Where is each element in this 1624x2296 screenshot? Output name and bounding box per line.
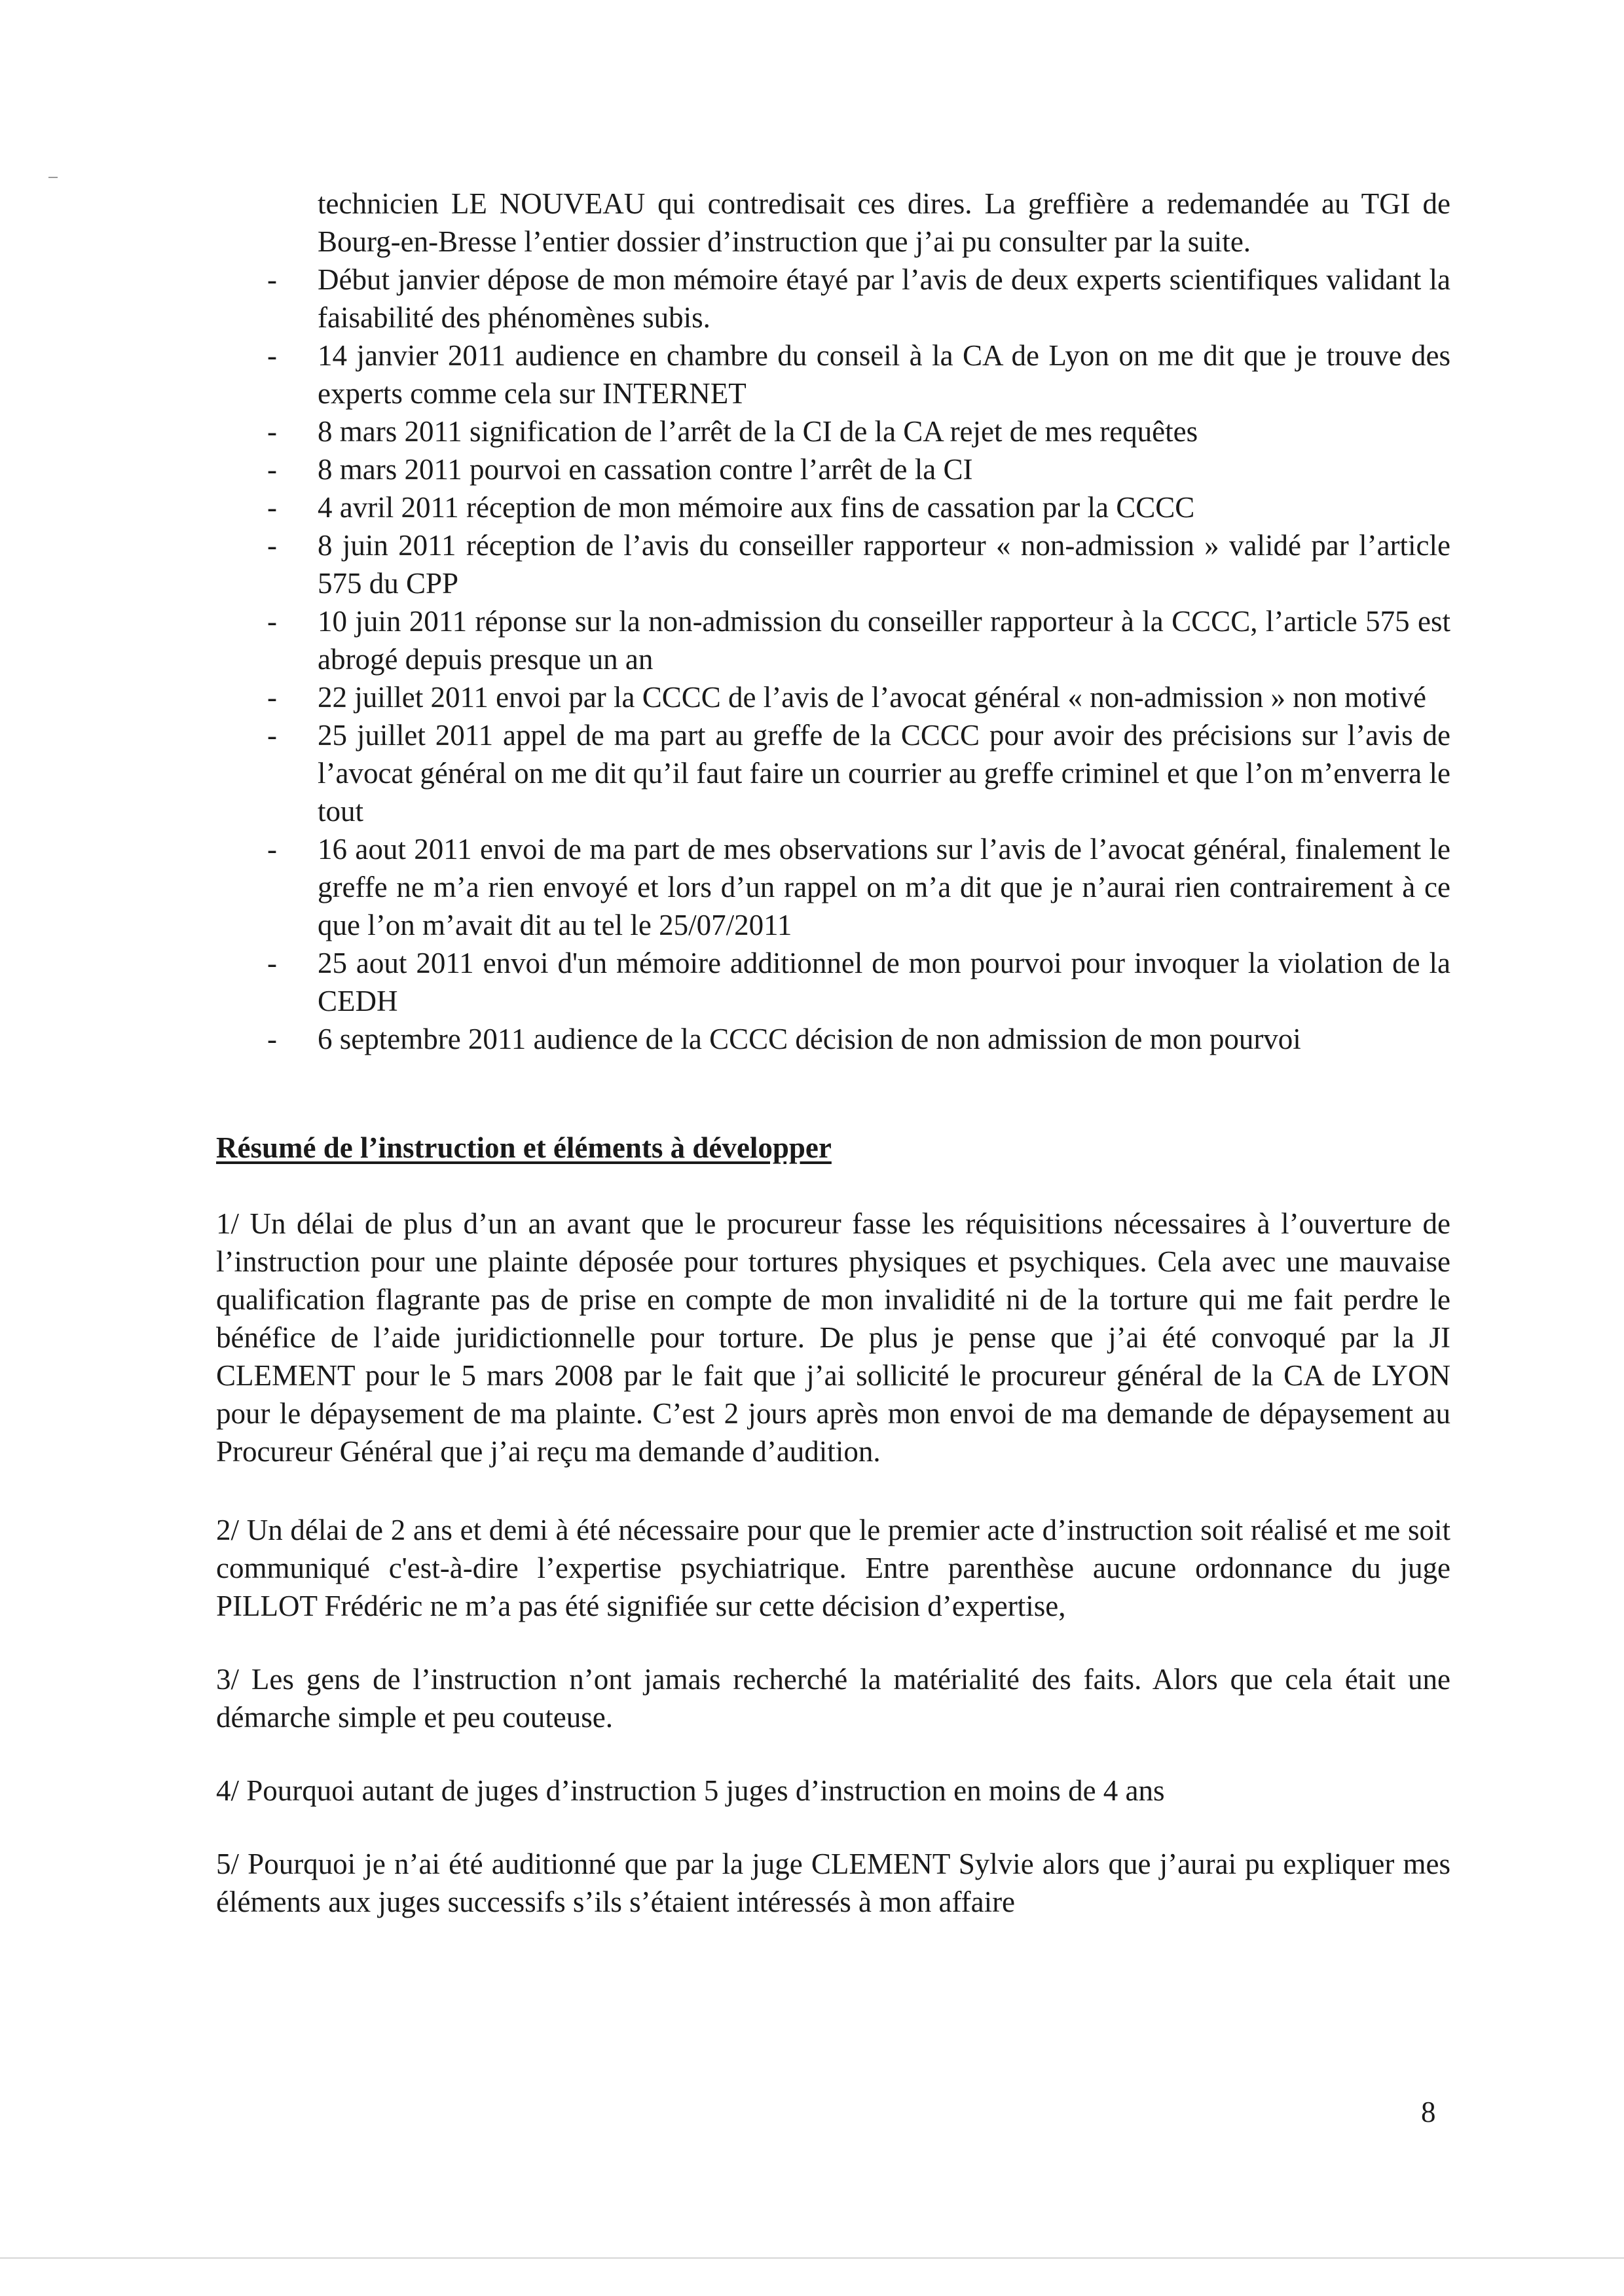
- bullet-dash: -: [267, 681, 277, 714]
- timeline-item-text: 22 juillet 2011 envoi par la CCCC de l’avis de l’avocat général « non-admission » non motivé: [318, 681, 1426, 714]
- bullet-dash: -: [267, 453, 277, 486]
- timeline-item: [216, 412, 1450, 450]
- numbered-paragraph: 5/ Pourquoi je n’ai été auditionné que par la juge CLEMENT Sylvie alors que j’aurai pu expliquer mes éléments aux juges successifs s’ils s’étaient intéressés à mon affaire: [216, 1848, 1450, 1918]
- bullet-dash: -: [267, 339, 277, 372]
- timeline-item-text: 10 juin 2011 réponse sur la non-admission du conseiller rapporteur à la CCCC, l’article 575 est abrogé depuis presque un an: [318, 605, 1450, 676]
- timeline-item-text: 8 mars 2011 signification de l’arrêt de la CI de la CA rejet de mes requêtes: [318, 415, 1198, 448]
- bullet-dash: -: [267, 529, 277, 562]
- page-content: [216, 185, 1450, 1921]
- page-number: 8: [1421, 2096, 1436, 2128]
- timeline-item: [216, 830, 1450, 944]
- numbered-paragraph: 4/ Pourquoi autant de juges d’instruction 5 juges d’instruction en moins de 4 ans: [216, 1774, 1165, 1807]
- timeline-item: [216, 488, 1450, 526]
- bullet-dash: -: [267, 605, 277, 638]
- scan-artifact-mark: [48, 177, 58, 178]
- timeline-item-text: 25 aout 2011 envoi d'un mémoire additionnel de mon pourvoi pour invoquer la violation de la CEDH: [318, 947, 1450, 1017]
- bullet-dash: -: [267, 415, 277, 448]
- timeline-item: [216, 450, 1450, 488]
- bullet-dash: -: [267, 947, 277, 979]
- timeline-item-text: 14 janvier 2011 audience en chambre du conseil à la CA de Lyon on me dit que je trouve des experts comme cela sur INTERNET: [318, 339, 1450, 410]
- bullet-dash: -: [267, 263, 277, 296]
- timeline-item: [216, 678, 1450, 716]
- timeline-list: [216, 261, 1450, 1058]
- timeline-item: [216, 716, 1450, 830]
- timeline-item-text: 4 avril 2011 réception de mon mémoire aux fins de cassation par la CCCC: [318, 491, 1195, 524]
- numbered-paragraph: 3/ Les gens de l’instruction n’ont jamais recherché la matérialité des faits. Alors que cela était une démarche simple et peu couteuse.: [216, 1663, 1450, 1734]
- timeline-item: [216, 602, 1450, 678]
- numbered-paragraph: 1/ Un délai de plus d’un an avant que le procureur fasse les réquisitions nécessaires à l’ouverture de l’instruction pour une plainte déposée pour tortures physiques et psychiques. Cela avec une mauvaise qualification flagrante pas de prise en compte de mon invalidité ni de la torture qui me fait perdre le bénéfice de l’aide juridictionnelle pour torture. De plus je pense que j’ai été convoqué par la JI CLEMENT pour le 5 mars 2008 par le fait que j’ai sollicité le procureur général de la CA de LYON pour le dépaysement de ma plainte. C’est 2 jours après mon envoi de ma demande de dépaysement au Procureur Général que j’ai reçu ma demande d’audition.: [216, 1207, 1450, 1468]
- bullet-dash: -: [267, 833, 277, 866]
- bullet-dash: -: [267, 1023, 277, 1055]
- bullet-dash: -: [267, 719, 277, 752]
- numbered-paragraph: 2/ Un délai de 2 ans et demi à été nécessaire pour que le premier acte d’instruction soit réalisé et me soit communiqué c'est-à-dire l’expertise psychiatrique. Entre parenthèse aucune ordonnance du juge PILLOT Frédéric ne m’a pas été signifiée sur cette décision d’expertise,: [216, 1514, 1450, 1622]
- timeline-item-text: 25 juillet 2011 appel de ma part au greffe de la CCCC pour avoir des précisions sur l’avis de l’avocat général on me dit qu’il faut faire un courrier au greffe criminel et que l’on m’enverra le tout: [318, 719, 1450, 828]
- bullet-dash: -: [267, 491, 277, 524]
- timeline-item: [216, 261, 1450, 337]
- timeline-item-text: 8 mars 2011 pourvoi en cassation contre l’arrêt de la CI: [318, 453, 973, 486]
- timeline-item: [216, 1020, 1450, 1058]
- timeline-item: [216, 337, 1450, 412]
- timeline-item-text: 6 septembre 2011 audience de la CCCC décision de non admission de mon pourvoi: [318, 1023, 1301, 1055]
- timeline-item-text: 16 aout 2011 envoi de ma part de mes observations sur l’avis de l’avocat général, finalement le greffe ne m’a rien envoyé et lors d’un rappel on m’a dit que je n’aurai rien contrairement à ce que l’on m’avait dit au tel le 25/07/2011: [318, 833, 1450, 941]
- timeline-item: [216, 526, 1450, 602]
- timeline-item-text: 8 juin 2011 réception de l’avis du conseiller rapporteur « non-admission » validé par l’article 575 du CPP: [318, 529, 1450, 600]
- timeline-item: [216, 944, 1450, 1020]
- timeline-item-text: Début janvier dépose de mon mémoire étayé par l’avis de deux experts scientifiques validant la faisabilité des phénomènes subis.: [318, 263, 1450, 334]
- scan-bottom-edge: [0, 2257, 1624, 2259]
- section-heading: Résumé de l’instruction et éléments à développer: [216, 1131, 832, 1164]
- intro-paragraph: technicien LE NOUVEAU qui contredisait ces dires. La greffière a redemandée au TGI de Bourg-en-Bresse l’entier dossier d’instruction que j’ai pu consulter par la suite.: [318, 187, 1450, 258]
